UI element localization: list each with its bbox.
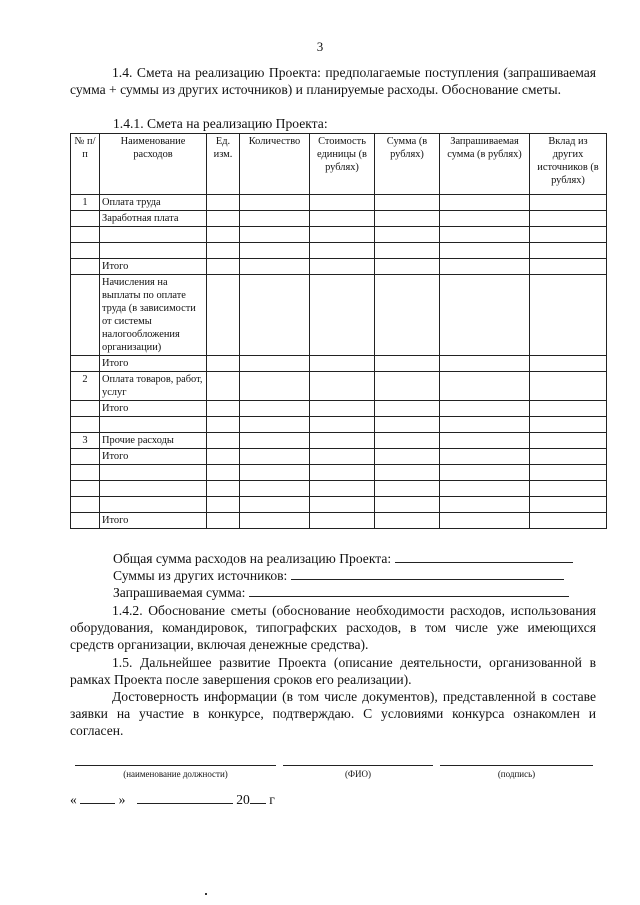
row-number-cell (71, 227, 100, 243)
value-cell[interactable] (530, 449, 607, 465)
row-number-cell (71, 481, 100, 497)
value-cell[interactable] (240, 401, 310, 417)
expense-name-cell: Оплата труда (100, 195, 207, 211)
value-cell[interactable] (375, 433, 440, 449)
table-row (71, 497, 607, 513)
value-cell[interactable] (240, 356, 310, 372)
table-row (71, 227, 607, 243)
value-cell[interactable] (375, 275, 440, 356)
value-cell[interactable] (207, 227, 240, 243)
expense-name-cell (100, 497, 207, 513)
value-cell[interactable] (207, 433, 240, 449)
value-cell[interactable] (375, 481, 440, 497)
table-row (71, 449, 607, 465)
name-signature-line[interactable] (283, 765, 433, 766)
table-row (71, 513, 607, 529)
value-cell[interactable] (375, 449, 440, 465)
table-row (71, 372, 607, 401)
value-cell[interactable] (310, 401, 375, 417)
value-cell[interactable] (530, 275, 607, 356)
value-cell[interactable] (207, 513, 240, 529)
header-requested-sum: Запрашиваемая сумма (в рублях) (440, 134, 530, 195)
date-month-field[interactable] (137, 790, 233, 804)
value-cell[interactable] (240, 433, 310, 449)
other-sources-field[interactable] (291, 566, 564, 580)
value-cell[interactable] (240, 195, 310, 211)
table-row (71, 195, 607, 211)
table-row (71, 433, 607, 449)
value-cell[interactable] (440, 449, 530, 465)
value-cell[interactable] (440, 465, 530, 481)
value-cell[interactable] (440, 417, 530, 433)
value-cell[interactable] (375, 259, 440, 275)
name-caption: (ФИО) (344, 769, 372, 779)
total-expenses-row (113, 549, 573, 567)
value-cell[interactable] (207, 417, 240, 433)
row-number-cell (71, 449, 100, 465)
value-cell[interactable] (207, 195, 240, 211)
requested-sum-field[interactable] (249, 583, 569, 597)
expense-name-cell: Прочие расходы (100, 433, 207, 449)
expense-name-cell: Оплата товаров, работ, услуг (100, 372, 207, 401)
expense-name-cell: Итого (100, 401, 207, 417)
value-cell[interactable] (375, 417, 440, 433)
expense-name-cell (100, 481, 207, 497)
value-cell[interactable] (240, 481, 310, 497)
scan-dot (205, 893, 207, 895)
row-number-cell (71, 243, 100, 259)
value-cell[interactable] (310, 356, 375, 372)
value-cell[interactable] (310, 417, 375, 433)
requested-sum-row (113, 583, 569, 601)
value-cell[interactable] (375, 356, 440, 372)
row-number-cell (71, 513, 100, 529)
value-cell[interactable] (530, 401, 607, 417)
value-cell[interactable] (440, 356, 530, 372)
total-expenses-label: Общая сумма расходов на реализацию Проекта: (113, 551, 392, 566)
section-1-4-1-heading: 1.4.1. Смета на реализацию Проекта: (113, 116, 328, 131)
value-cell[interactable] (207, 211, 240, 227)
value-cell[interactable] (240, 449, 310, 465)
value-cell[interactable] (375, 465, 440, 481)
value-cell[interactable] (310, 211, 375, 227)
value-cell[interactable] (375, 195, 440, 211)
row-number-cell (71, 401, 100, 417)
row-number-cell (71, 497, 100, 513)
value-cell[interactable] (207, 465, 240, 481)
expense-name-cell (100, 465, 207, 481)
value-cell[interactable] (440, 497, 530, 513)
value-cell[interactable] (207, 401, 240, 417)
row-number-cell (71, 275, 100, 356)
header-sum: Сумма (в рублях) (375, 134, 440, 195)
value-cell[interactable] (530, 481, 607, 497)
value-cell[interactable] (310, 465, 375, 481)
value-cell[interactable] (375, 372, 440, 401)
value-cell[interactable] (440, 372, 530, 401)
value-cell[interactable] (440, 259, 530, 275)
value-cell[interactable] (207, 481, 240, 497)
section-1-5-text: 1.5. Дальнейшее развитие Проекта (описание деятельности, организованной в рамках Проекта после завершения сроков его реализации). (70, 655, 596, 687)
value-cell[interactable] (530, 211, 607, 227)
table-row (71, 401, 607, 417)
table-row (71, 211, 607, 227)
table-row (71, 243, 607, 259)
value-cell[interactable] (310, 497, 375, 513)
row-number-cell: 2 (71, 372, 100, 401)
value-cell[interactable] (530, 243, 607, 259)
value-cell[interactable] (530, 195, 607, 211)
position-signature-line[interactable] (75, 765, 276, 766)
value-cell[interactable] (310, 372, 375, 401)
other-sources-row (113, 566, 564, 584)
date-day-field[interactable] (80, 790, 115, 804)
signature-line[interactable] (440, 765, 593, 766)
value-cell[interactable] (440, 275, 530, 356)
expense-name-cell: Итого (100, 259, 207, 275)
value-cell[interactable] (440, 243, 530, 259)
value-cell[interactable] (310, 481, 375, 497)
attestation-text: Достоверность информации (в том числе документов), представленной в составе заявки на участие в конкурсе, подтверждаю. С условиями конкурса ознакомлен и согласен. (70, 689, 596, 738)
value-cell[interactable] (440, 195, 530, 211)
value-cell[interactable] (240, 417, 310, 433)
header-number: № п/п (71, 134, 100, 195)
value-cell[interactable] (530, 433, 607, 449)
value-cell[interactable] (440, 401, 530, 417)
value-cell[interactable] (440, 211, 530, 227)
row-number-cell (71, 259, 100, 275)
table-row (71, 481, 607, 497)
value-cell[interactable] (207, 497, 240, 513)
header-unit: Ед. изм. (207, 134, 240, 195)
value-cell[interactable] (240, 465, 310, 481)
row-number-cell (71, 417, 100, 433)
header-other-sources: Вклад из других источников (в рублях) (530, 134, 607, 195)
value-cell[interactable] (240, 372, 310, 401)
value-cell[interactable] (310, 243, 375, 259)
table-row (71, 417, 607, 433)
date-year-prefix: 20 (236, 792, 250, 807)
value-cell[interactable] (530, 465, 607, 481)
value-cell[interactable] (240, 275, 310, 356)
table-row (71, 356, 607, 372)
expense-name-cell (100, 227, 207, 243)
expense-name-cell: Итого (100, 356, 207, 372)
value-cell[interactable] (310, 259, 375, 275)
row-number-cell: 1 (71, 195, 100, 211)
other-sources-label: Суммы из других источников: (113, 568, 288, 583)
estimate-table (70, 133, 607, 529)
value-cell[interactable] (207, 372, 240, 401)
value-cell[interactable] (375, 227, 440, 243)
value-cell[interactable] (207, 243, 240, 259)
value-cell[interactable] (375, 401, 440, 417)
value-cell[interactable] (375, 497, 440, 513)
value-cell[interactable] (240, 211, 310, 227)
date-year-suffix: г (269, 792, 275, 807)
value-cell[interactable] (310, 449, 375, 465)
table-header-row (71, 134, 607, 195)
value-cell[interactable] (240, 243, 310, 259)
row-number-cell (71, 356, 100, 372)
value-cell[interactable] (207, 259, 240, 275)
value-cell[interactable] (530, 356, 607, 372)
expense-name-cell: Итого (100, 513, 207, 529)
header-quantity: Количество (240, 134, 310, 195)
value-cell[interactable] (240, 497, 310, 513)
value-cell[interactable] (240, 259, 310, 275)
row-number-cell: 3 (71, 433, 100, 449)
value-cell[interactable] (440, 433, 530, 449)
value-cell[interactable] (530, 513, 607, 529)
estimate-table-body (71, 195, 607, 529)
value-cell[interactable] (207, 449, 240, 465)
expense-name-cell: Итого (100, 449, 207, 465)
value-cell[interactable] (440, 481, 530, 497)
value-cell[interactable] (440, 227, 530, 243)
value-cell[interactable] (310, 513, 375, 529)
value-cell[interactable] (310, 195, 375, 211)
value-cell[interactable] (375, 243, 440, 259)
value-cell[interactable] (310, 227, 375, 243)
value-cell[interactable] (530, 417, 607, 433)
value-cell[interactable] (310, 275, 375, 356)
section-1-4-heading: 1.4. Смета на реализацию Проекта: предполагаемые поступления (запрашиваемая сумма + суммы из других источников) и планируемые расходы. Обоснование сметы. (70, 65, 596, 97)
requested-sum-label: Запрашиваемая сумма: (113, 585, 246, 600)
section-1-4-2-text: 1.4.2. Обоснование сметы (обоснование необходимости расходов, использования оборудования, командировок, типографских расходов, в том числе уже имеющихся средств организации, включая денежные средства). (70, 603, 596, 652)
date-close-quote: » (118, 792, 126, 807)
value-cell[interactable] (240, 513, 310, 529)
expense-name-cell: Начисления на выплаты по оплате труда (в зависимости от системы налогообложения организации) (100, 275, 207, 356)
value-cell[interactable] (530, 497, 607, 513)
expense-name-cell: Заработная плата (100, 211, 207, 227)
position-caption: (наименование должности) (123, 769, 228, 779)
expense-name-cell (100, 417, 207, 433)
value-cell[interactable] (375, 513, 440, 529)
header-unit-cost: Стоимость единицы (в рублях) (310, 134, 375, 195)
total-expenses-field[interactable] (395, 549, 573, 563)
row-number-cell (71, 465, 100, 481)
row-number-cell (71, 211, 100, 227)
value-cell[interactable] (310, 433, 375, 449)
page-number: 3 (316, 39, 324, 54)
value-cell[interactable] (375, 211, 440, 227)
date-year-field[interactable] (250, 790, 266, 804)
value-cell[interactable] (207, 356, 240, 372)
value-cell[interactable] (530, 259, 607, 275)
expense-name-cell (100, 243, 207, 259)
table-row (71, 275, 607, 356)
date-open-quote: « (70, 792, 77, 807)
sign-caption: (подпись) (497, 769, 536, 779)
date-row (70, 790, 275, 808)
value-cell[interactable] (207, 275, 240, 356)
value-cell[interactable] (240, 227, 310, 243)
value-cell[interactable] (530, 227, 607, 243)
header-expense-name: Наименование расходов (100, 134, 207, 195)
table-row (71, 259, 607, 275)
table-row (71, 465, 607, 481)
value-cell[interactable] (530, 372, 607, 401)
value-cell[interactable] (440, 513, 530, 529)
